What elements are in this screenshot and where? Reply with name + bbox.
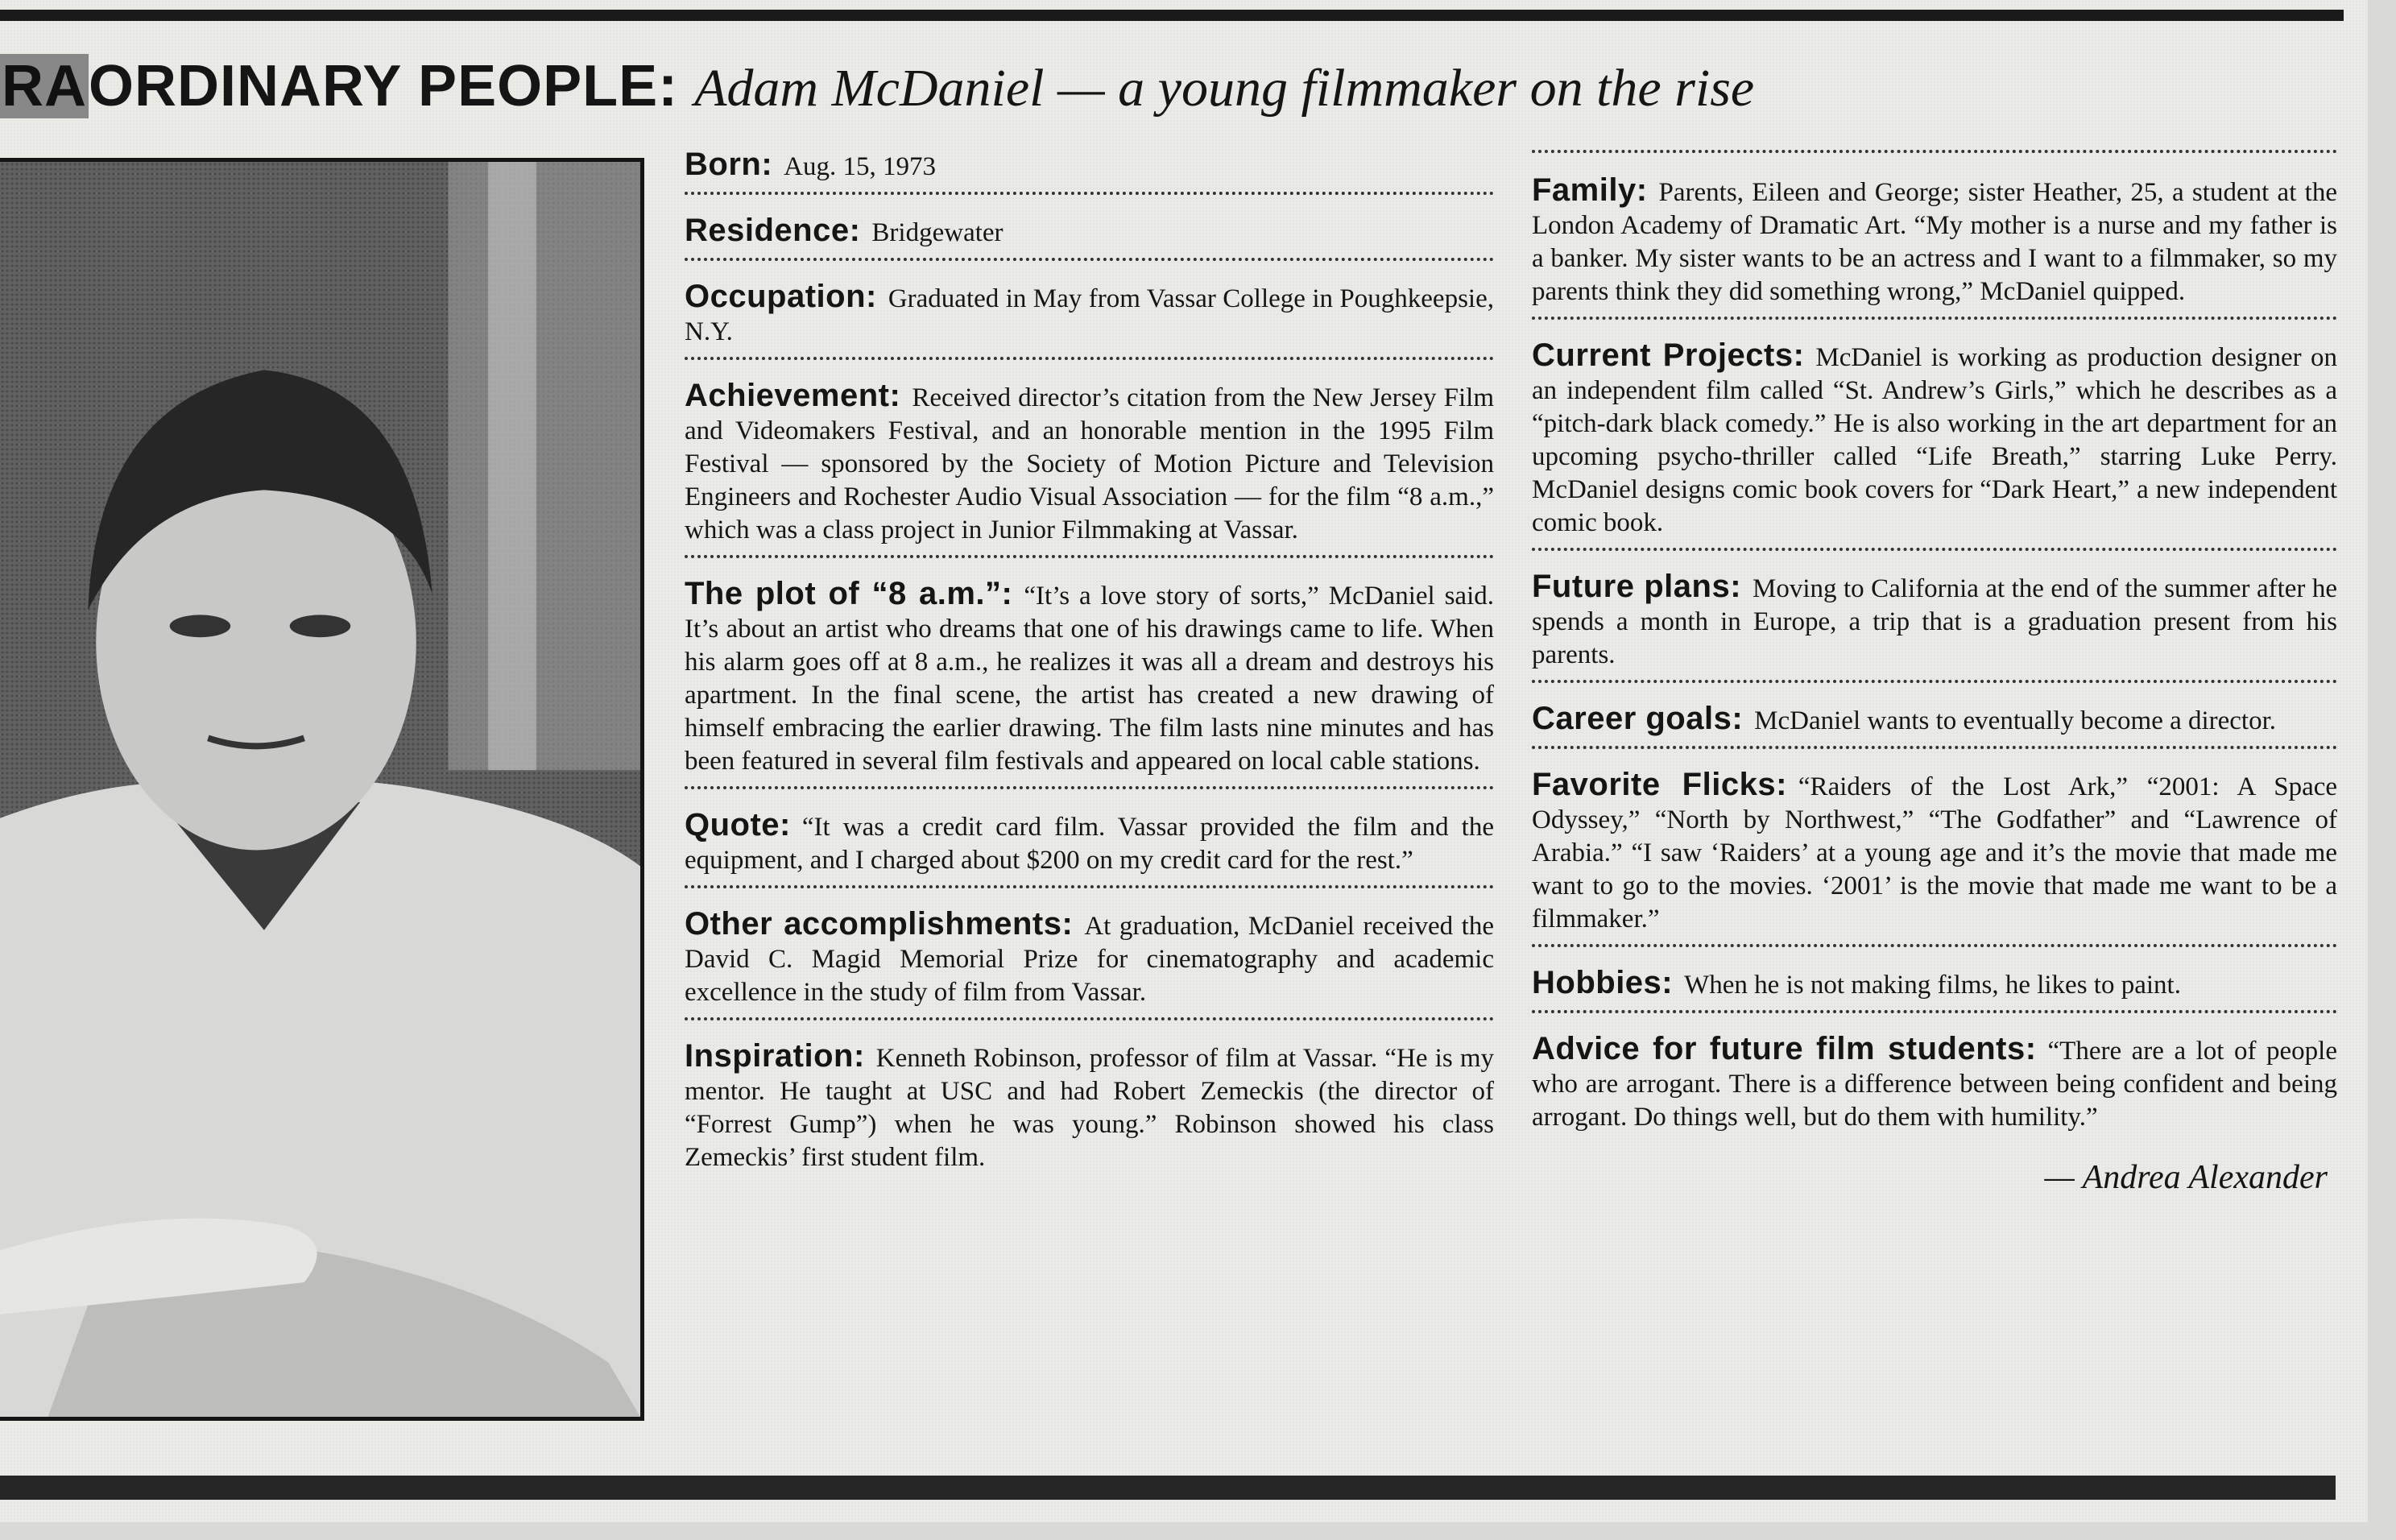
entry-label: Residence: [685, 213, 861, 248]
dotted-divider [1532, 150, 2337, 153]
entry-other-accomplishments [685, 905, 1494, 1020]
top-rule [0, 10, 2344, 21]
portrait-illustration [0, 162, 640, 1417]
entry-favorite-flicks [1532, 765, 2337, 947]
entry-label: Other accomplishments: [685, 906, 1074, 942]
entry-future-plans [1532, 567, 2337, 683]
entry-occupation [685, 277, 1494, 360]
entry-inspiration [685, 1037, 1494, 1182]
entry-label: The plot of “8 a.m.”: [685, 576, 1013, 611]
entry-label: Advice for future film students: [1532, 1031, 2037, 1066]
entry-text: McDaniel wants to eventually become a director. [1754, 706, 2277, 735]
entry-plot [685, 574, 1494, 789]
left-text-column [685, 145, 1494, 1198]
entry-text: Moving to California at the end of the summer after he spends a month in Europe, a trip that is a graduation present from his parents. [1532, 574, 2337, 669]
entry-achievement [685, 376, 1494, 558]
entry-label: Achievement: [685, 378, 901, 413]
entry-text: Received director’s citation from the New Jersey Film and Videomakers Festival, and an honorable mention in the 1995 Film Festival — sponsored by the Society of Motion Picture and Television Engineers and Rochester Audio Visual Association — for the film “8 a.m.,” which was a class project in Junior Filmmaking at Vassar. [685, 383, 1494, 544]
entry-label: Career goals: [1532, 701, 1744, 736]
headline-kicker-fragment: RA [2, 54, 87, 118]
right-text-column [1532, 145, 2337, 1197]
entry-text: “It’s a love story of sorts,” McDaniel said. It’s about an artist who dreams that one of his drawings came to life. When his alarm goes off at 8 a.m., he realizes it was all a dream and destroys his apartment. In the final scene, the artist has created a new drawing of himself embracing the earlier drawing. The film lasts nine minutes and has been featured in several film festivals and appeared on local cable stations. [685, 582, 1494, 776]
entry-label: Hobbies: [1532, 965, 1674, 1000]
entry-text: McDaniel is working as production designer on an independent film called “St. Andrew’s Girls,” which he describes as a “pitch-dark black comedy.” He is also working in the art department for an upcoming psycho-thriller called “Life Breath,” starring Luke Perry. McDaniel designs comic book covers for “Dark Heart,” a new independent comic book. [1532, 343, 2337, 537]
bottom-rule [0, 1476, 2336, 1500]
entry-career-goals [1532, 699, 2337, 749]
entry-label: Quote: [685, 807, 791, 842]
entry-text: Kenneth Robinson, professor of film at Vassar. “He is my mentor. He taught at USC and had Robert Zemeckis (the director of “Forrest Gump”) when he was young.” Robinson showed his class Zemeckis’ first student film. [685, 1044, 1494, 1172]
entry-text: “There are a lot of people who are arrogant. There is a difference between being confident and being arrogant. Do things well, but do them with humility.” [1532, 1037, 2337, 1132]
entry-label: Occupation: [685, 279, 877, 314]
entry-text: When he is not making films, he likes to paint. [1684, 971, 2181, 1000]
entry-residence [685, 211, 1494, 261]
entry-text: Graduated in May from Vassar College in Poughkeepsie, N.Y. [685, 284, 1494, 346]
entry-text: Aug. 15, 1973 [784, 152, 936, 181]
entry-label: Family: [1532, 172, 1648, 208]
entry-text: At graduation, McDaniel received the David C. Magid Memorial Prize for cinematography and academic excellence in the study of film from Vassar. [685, 912, 1494, 1007]
entry-text: “It was a credit card film. Vassar provided the film and the equipment, and I charged about $200 on my credit card for the rest.” [685, 813, 1494, 875]
entry-label: Current Projects: [1532, 337, 1805, 373]
entry-text: Bridgewater [871, 218, 1004, 247]
entry-label: Future plans: [1532, 569, 1742, 604]
entry-quote [685, 805, 1494, 888]
entry-family [1532, 171, 2337, 320]
entry-advice [1532, 1029, 2337, 1142]
entry-label: Inspiration: [685, 1038, 865, 1074]
byline: — Andrea Alexander [2044, 1159, 2328, 1196]
entry-text: “Raiders of the Lost Ark,” “2001: A Space Odyssey,” “North by Northwest,” “The Godfather” and “Lawrence of Arabia.” “I saw ‘Raiders’ at a young age and it’s the movie that made me want to go to the movies. ‘2001’ is the movie that made me want to be a filmmaker.” [1532, 772, 2338, 934]
entry-label: Favorite Flicks: [1532, 767, 1787, 802]
headline-subhead: Adam McDaniel — a young filmmaker on the rise [694, 59, 1755, 118]
entry-hobbies [1532, 963, 2337, 1013]
headline [0, 42, 1754, 130]
entry-text: Parents, Eileen and George; sister Heather, 25, a student at the London Academy of Dramatic Art. “My mother is a nurse and my father is a banker. My sister wants to be an actress and I want to a filmmaker, so my parents think they did something wrong,” McDaniel quipped. [1532, 178, 2337, 306]
headline-kicker: ORDINARY PEOPLE: [89, 54, 679, 118]
portrait-photo [0, 158, 644, 1421]
entry-current-projects [1532, 336, 2337, 551]
entry-born [685, 145, 1494, 195]
entry-label: Born: [685, 147, 773, 182]
